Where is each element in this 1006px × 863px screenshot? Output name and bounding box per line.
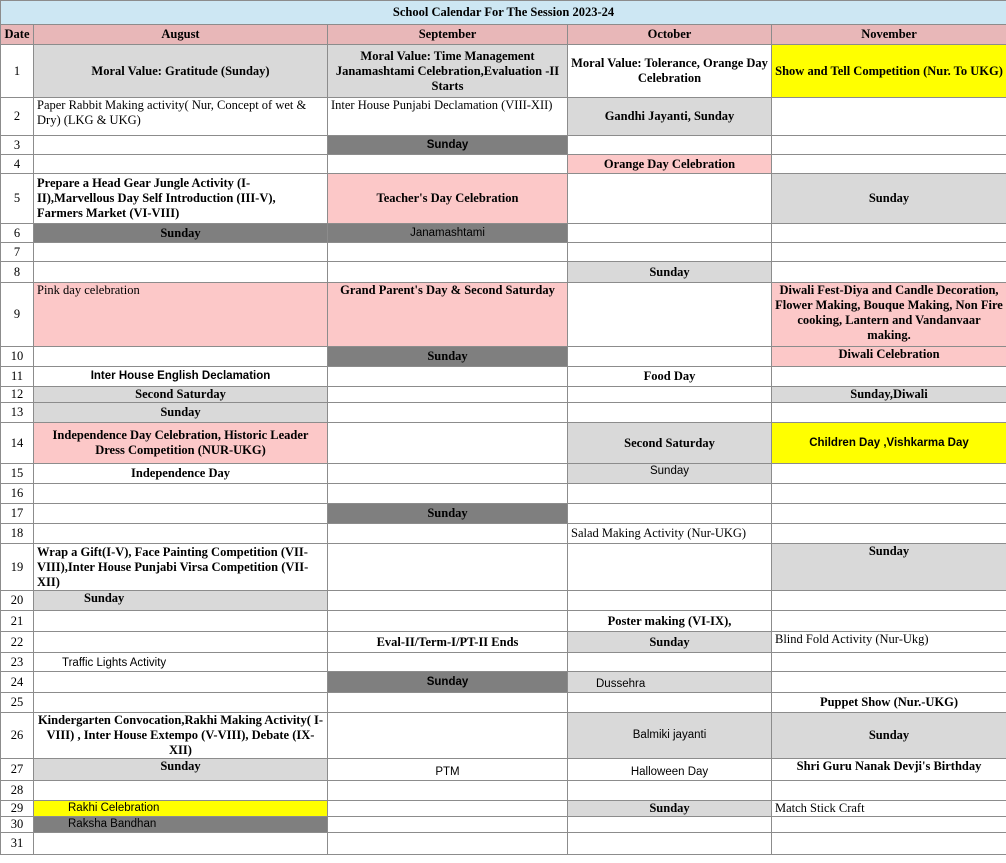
cell-aug-10 [34, 347, 328, 367]
date-cell: 7 [1, 243, 34, 262]
cell-sep-27: PTM [328, 759, 568, 781]
cell-nov-29: Match Stick Craft [772, 801, 1006, 817]
date-cell: 31 [1, 833, 34, 855]
cell-oct-17 [568, 504, 772, 524]
date-cell: 3 [1, 136, 34, 155]
cell-aug-5: Prepare a Head Gear Jungle Activity (I-II),Marvellous Day Self Introduction (III-V), Farmers Market (VI-VIII) [34, 174, 328, 224]
date-cell: 24 [1, 672, 34, 693]
cell-sep-12 [328, 387, 568, 403]
cell-nov-3 [772, 136, 1006, 155]
cell-aug-6: Sunday [34, 224, 328, 243]
cell-nov-22: Blind Fold Activity (Nur-Ukg) [772, 632, 1006, 653]
cell-aug-11: Inter House English Declamation [34, 367, 328, 387]
cell-sep-13 [328, 403, 568, 423]
cell-aug-20: Sunday [34, 591, 328, 611]
cell-sep-22: Eval-II/Term-I/PT-II Ends [328, 632, 568, 653]
date-cell: 15 [1, 464, 34, 484]
cell-oct-3 [568, 136, 772, 155]
cell-sep-31 [328, 833, 568, 855]
cell-nov-31 [772, 833, 1006, 855]
header-date: Date [1, 25, 34, 45]
cell-sep-20 [328, 591, 568, 611]
cell-aug-18 [34, 524, 328, 544]
cell-sep-30 [328, 817, 568, 833]
cell-aug-2: Paper Rabbit Making activity( Nur, Concept of wet & Dry) (LKG & UKG) [34, 98, 328, 136]
cell-nov-10: Diwali Celebration [772, 347, 1006, 367]
date-cell: 12 [1, 387, 34, 403]
header-october: October [568, 25, 772, 45]
date-cell: 18 [1, 524, 34, 544]
cell-nov-28 [772, 781, 1006, 801]
cell-nov-12: Sunday,Diwali [772, 387, 1006, 403]
cell-sep-2: Inter House Punjabi Declamation (VIII-XII) [328, 98, 568, 136]
date-cell: 22 [1, 632, 34, 653]
date-cell: 16 [1, 484, 34, 504]
cell-oct-16 [568, 484, 772, 504]
cell-oct-15: Sunday [568, 464, 772, 484]
cell-aug-24 [34, 672, 328, 693]
cell-sep-10: Sunday [328, 347, 568, 367]
cell-nov-23 [772, 653, 1006, 672]
cell-oct-19 [568, 544, 772, 591]
cell-oct-7 [568, 243, 772, 262]
cell-oct-2: Gandhi Jayanti, Sunday [568, 98, 772, 136]
cell-aug-4 [34, 155, 328, 174]
cell-nov-5: Sunday [772, 174, 1006, 224]
cell-nov-17 [772, 504, 1006, 524]
cell-nov-13 [772, 403, 1006, 423]
cell-sep-1: Moral Value: Time Management Janamashtami Celebration,Evaluation -II Starts [328, 45, 568, 98]
cell-aug-12: Second Saturday [34, 387, 328, 403]
cell-sep-16 [328, 484, 568, 504]
date-cell: 23 [1, 653, 34, 672]
cell-oct-21: Poster making (VI-IX), [568, 611, 772, 632]
cell-sep-24: Sunday [328, 672, 568, 693]
date-cell: 26 [1, 713, 34, 759]
date-cell: 13 [1, 403, 34, 423]
cell-aug-30: Raksha Bandhan [34, 817, 328, 833]
cell-aug-13: Sunday [34, 403, 328, 423]
cell-sep-28 [328, 781, 568, 801]
date-cell: 21 [1, 611, 34, 632]
cell-oct-13 [568, 403, 772, 423]
cell-sep-5: Teacher's Day Celebration [328, 174, 568, 224]
cell-aug-1: Moral Value: Gratitude (Sunday) [34, 45, 328, 98]
header-september: September [328, 25, 568, 45]
cell-oct-12 [568, 387, 772, 403]
cell-nov-30 [772, 817, 1006, 833]
cell-oct-1: Moral Value: Tolerance, Orange Day Celebration [568, 45, 772, 98]
cell-aug-16 [34, 484, 328, 504]
cell-aug-7 [34, 243, 328, 262]
date-cell: 14 [1, 423, 34, 464]
cell-sep-19 [328, 544, 568, 591]
cell-aug-15: Independence Day [34, 464, 328, 484]
cell-aug-9: Pink day celebration [34, 283, 328, 347]
cell-oct-24: Dussehra [568, 672, 772, 693]
cell-oct-28 [568, 781, 772, 801]
cell-nov-20 [772, 591, 1006, 611]
cell-nov-19: Sunday [772, 544, 1006, 591]
date-cell: 19 [1, 544, 34, 591]
cell-oct-30 [568, 817, 772, 833]
cell-sep-11 [328, 367, 568, 387]
cell-oct-10 [568, 347, 772, 367]
cell-aug-8 [34, 262, 328, 283]
cell-sep-29 [328, 801, 568, 817]
cell-sep-9: Grand Parent's Day & Second Saturday [328, 283, 568, 347]
cell-nov-15 [772, 464, 1006, 484]
cell-nov-7 [772, 243, 1006, 262]
cell-oct-6 [568, 224, 772, 243]
date-cell: 30 [1, 817, 34, 833]
date-cell: 6 [1, 224, 34, 243]
cell-sep-26 [328, 713, 568, 759]
cell-sep-21 [328, 611, 568, 632]
cell-aug-31 [34, 833, 328, 855]
cell-nov-18 [772, 524, 1006, 544]
cell-aug-28 [34, 781, 328, 801]
cell-oct-18: Salad Making Activity (Nur-UKG) [568, 524, 772, 544]
cell-oct-29: Sunday [568, 801, 772, 817]
cell-sep-4 [328, 155, 568, 174]
cell-sep-17: Sunday [328, 504, 568, 524]
cell-sep-25 [328, 693, 568, 713]
cell-aug-29: Rakhi Celebration [34, 801, 328, 817]
cell-sep-6: Janamashtami [328, 224, 568, 243]
calendar-title: School Calendar For The Session 2023-24 [1, 1, 1006, 25]
cell-aug-27: Sunday [34, 759, 328, 781]
cell-aug-17 [34, 504, 328, 524]
date-cell: 8 [1, 262, 34, 283]
cell-sep-15 [328, 464, 568, 484]
cell-sep-8 [328, 262, 568, 283]
cell-oct-5 [568, 174, 772, 224]
cell-sep-18 [328, 524, 568, 544]
cell-aug-3 [34, 136, 328, 155]
date-cell: 27 [1, 759, 34, 781]
cell-oct-25 [568, 693, 772, 713]
cell-oct-27: Halloween Day [568, 759, 772, 781]
date-cell: 5 [1, 174, 34, 224]
cell-aug-23: Traffic Lights Activity [34, 653, 328, 672]
date-cell: 28 [1, 781, 34, 801]
header-november: November [772, 25, 1006, 45]
cell-oct-26: Balmiki jayanti [568, 713, 772, 759]
cell-nov-9: Diwali Fest-Diya and Candle Decoration, Flower Making, Bouque Making, Non Fire cooking, Lantern and Vandanvaar making. [772, 283, 1006, 347]
cell-oct-23 [568, 653, 772, 672]
cell-nov-6 [772, 224, 1006, 243]
date-cell: 11 [1, 367, 34, 387]
cell-oct-20 [568, 591, 772, 611]
cell-sep-23 [328, 653, 568, 672]
header-august: August [34, 25, 328, 45]
cell-nov-14: Children Day ,Vishkarma Day [772, 423, 1006, 464]
date-cell: 17 [1, 504, 34, 524]
date-cell: 20 [1, 591, 34, 611]
date-cell: 2 [1, 98, 34, 136]
cell-nov-24 [772, 672, 1006, 693]
cell-nov-21 [772, 611, 1006, 632]
cell-nov-26: Sunday [772, 713, 1006, 759]
cell-sep-7 [328, 243, 568, 262]
cell-aug-19: Wrap a Gift(I-V), Face Painting Competition (VII-VIII),Inter House Punjabi Virsa Competition (VII-XII) [34, 544, 328, 591]
cell-oct-11: Food Day [568, 367, 772, 387]
date-cell: 29 [1, 801, 34, 817]
cell-aug-14: Independence Day Celebration, Historic Leader Dress Competition (NUR-UKG) [34, 423, 328, 464]
cell-oct-4: Orange Day Celebration [568, 155, 772, 174]
cell-aug-26: Kindergarten Convocation,Rakhi Making Activity( I-VIII) , Inter House Extempo (V-VIII), Debate (IX-XII) [34, 713, 328, 759]
cell-oct-8: Sunday [568, 262, 772, 283]
cell-aug-25 [34, 693, 328, 713]
cell-nov-25: Puppet Show (Nur.-UKG) [772, 693, 1006, 713]
cell-nov-27: Shri Guru Nanak Devji's Birthday [772, 759, 1006, 781]
date-cell: 10 [1, 347, 34, 367]
cell-nov-4 [772, 155, 1006, 174]
cell-nov-8 [772, 262, 1006, 283]
cell-oct-14: Second Saturday [568, 423, 772, 464]
date-cell: 4 [1, 155, 34, 174]
cell-nov-2 [772, 98, 1006, 136]
cell-nov-1: Show and Tell Competition (Nur. To UKG) [772, 45, 1006, 98]
cell-nov-11 [772, 367, 1006, 387]
cell-aug-22 [34, 632, 328, 653]
date-cell: 1 [1, 45, 34, 98]
cell-nov-16 [772, 484, 1006, 504]
cell-aug-21 [34, 611, 328, 632]
cell-oct-31 [568, 833, 772, 855]
date-cell: 25 [1, 693, 34, 713]
date-cell: 9 [1, 283, 34, 347]
cell-sep-14 [328, 423, 568, 464]
cell-oct-22: Sunday [568, 632, 772, 653]
cell-sep-3: Sunday [328, 136, 568, 155]
cell-oct-9 [568, 283, 772, 347]
